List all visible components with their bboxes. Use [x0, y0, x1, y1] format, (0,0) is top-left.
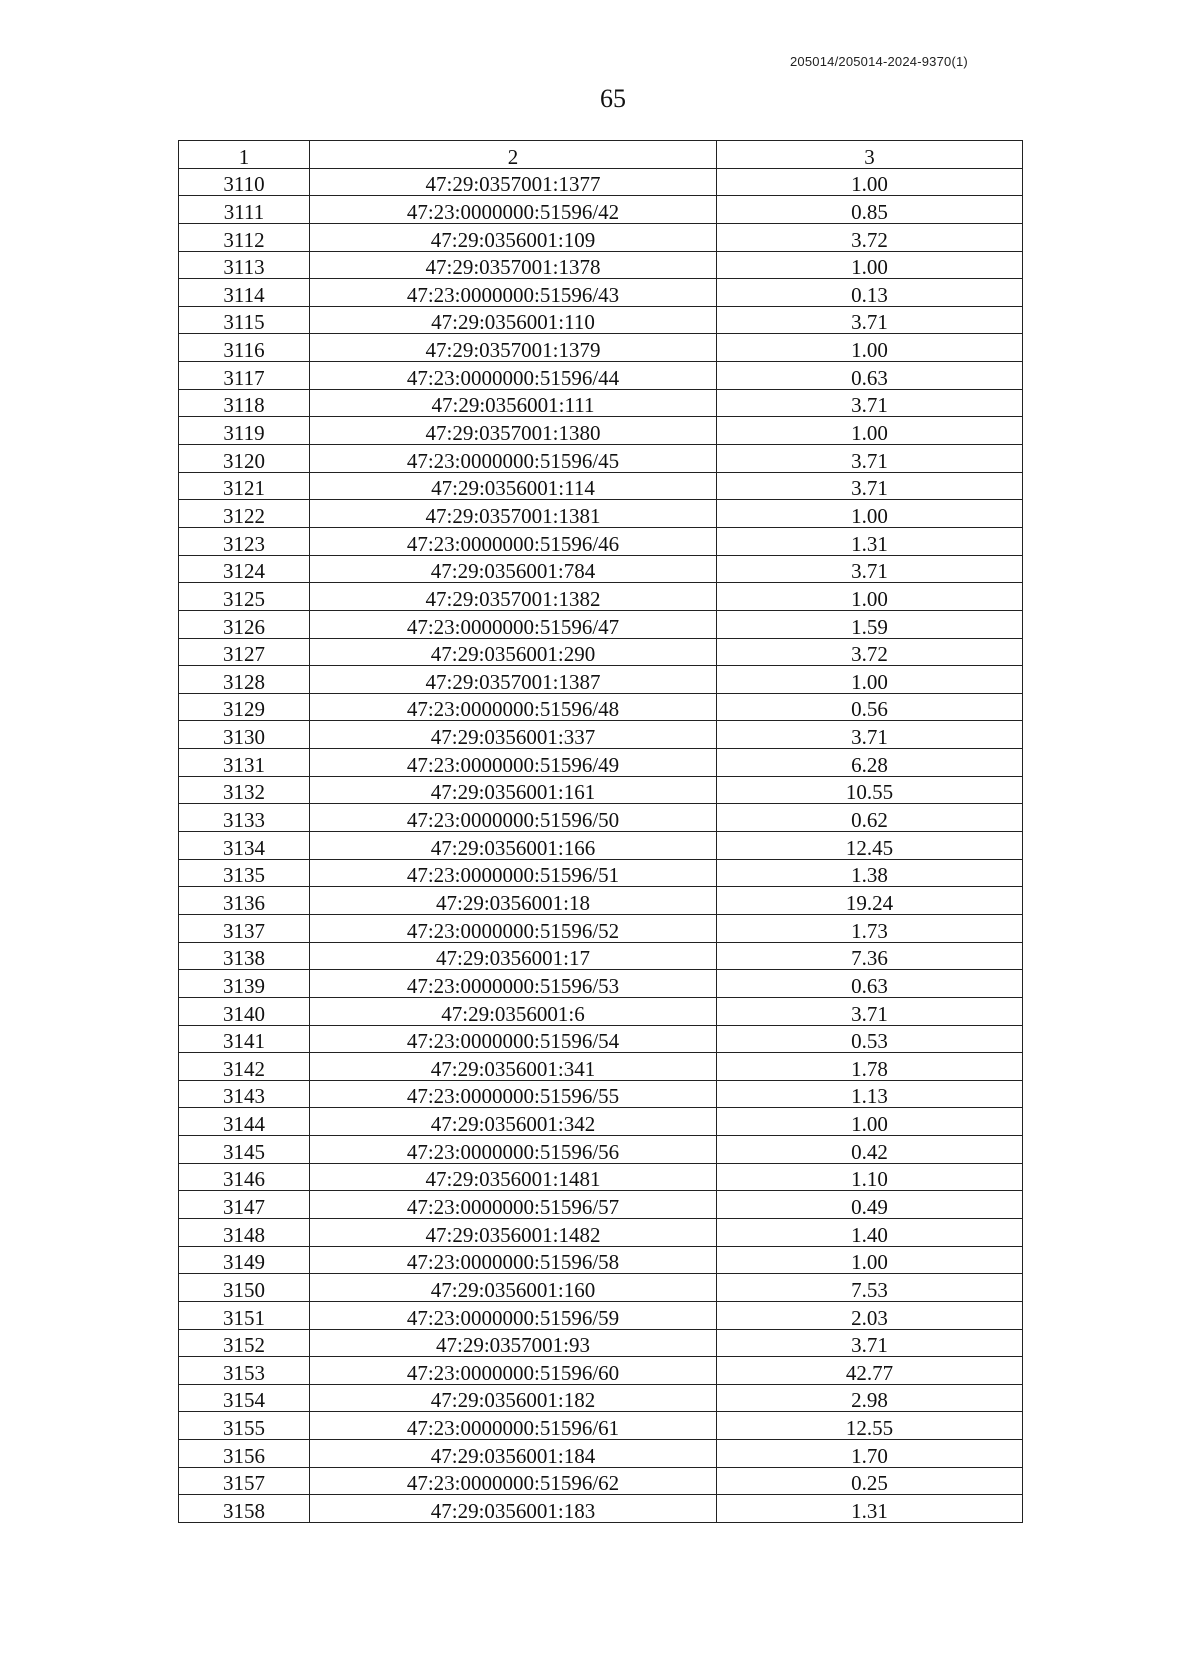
cadastral-number-cell: 47:23:0000000:51596/44: [310, 362, 717, 390]
page-number: 65: [600, 84, 626, 113]
cadastral-number-cell: 47:29:0356001:111: [310, 389, 717, 417]
value-cell: 1.00: [717, 168, 1023, 196]
cadastral-number-cell: 47:29:0356001:1481: [310, 1163, 717, 1191]
cadastral-number-cell: 47:29:0357001:1377: [310, 168, 717, 196]
cadastral-number-cell: 47:23:0000000:51596/52: [310, 914, 717, 942]
header-cell-1: 1: [179, 141, 310, 169]
table-row: [179, 251, 1023, 279]
row-number-cell: 3135: [179, 859, 310, 887]
row-number-cell: 3157: [179, 1467, 310, 1495]
table-row: [179, 500, 1023, 528]
table-row: [179, 306, 1023, 334]
value-cell: 1.70: [717, 1440, 1023, 1468]
row-number-cell: 3147: [179, 1191, 310, 1219]
row-number-cell: 3128: [179, 666, 310, 694]
value-cell: 3.72: [717, 223, 1023, 251]
value-cell: 3.71: [717, 472, 1023, 500]
table-row: [179, 610, 1023, 638]
header-cell-2: 2: [310, 141, 717, 169]
table-row: [179, 417, 1023, 445]
value-cell: 0.63: [717, 362, 1023, 390]
table-row: [179, 1191, 1023, 1219]
row-number-cell: 3145: [179, 1136, 310, 1164]
table-row: [179, 1163, 1023, 1191]
value-cell: 0.62: [717, 804, 1023, 832]
table-row: [179, 804, 1023, 832]
table-row: [179, 1218, 1023, 1246]
value-cell: 1.00: [717, 1108, 1023, 1136]
row-number-cell: 3154: [179, 1384, 310, 1412]
cadastral-number-cell: 47:23:0000000:51596/50: [310, 804, 717, 832]
table-row: [179, 914, 1023, 942]
value-cell: 0.25: [717, 1467, 1023, 1495]
cadastral-number-cell: 47:29:0356001:161: [310, 776, 717, 804]
row-number-cell: 3124: [179, 555, 310, 583]
value-cell: 1.00: [717, 1246, 1023, 1274]
table-row: [179, 666, 1023, 694]
header-row: [179, 141, 1023, 169]
table-row: [179, 997, 1023, 1025]
table-row: [179, 1053, 1023, 1081]
cadastral-number-cell: 47:23:0000000:51596/57: [310, 1191, 717, 1219]
value-cell: 3.71: [717, 1329, 1023, 1357]
table-row: [179, 362, 1023, 390]
table-row: [179, 1108, 1023, 1136]
table-body: [179, 141, 1023, 1523]
table-row: [179, 1329, 1023, 1357]
cadastral-number-cell: 47:29:0356001:1482: [310, 1218, 717, 1246]
row-number-cell: 3119: [179, 417, 310, 445]
row-number-cell: 3138: [179, 942, 310, 970]
table-row: [179, 749, 1023, 777]
value-cell: 1.31: [717, 527, 1023, 555]
value-cell: 12.45: [717, 832, 1023, 860]
value-cell: 12.55: [717, 1412, 1023, 1440]
value-cell: 1.00: [717, 251, 1023, 279]
value-cell: 1.38: [717, 859, 1023, 887]
cadastral-number-cell: 47:29:0356001:109: [310, 223, 717, 251]
cadastral-number-cell: 47:29:0356001:341: [310, 1053, 717, 1081]
value-cell: 1.00: [717, 666, 1023, 694]
row-number-cell: 3115: [179, 306, 310, 334]
row-number-cell: 3152: [179, 1329, 310, 1357]
value-cell: 7.53: [717, 1274, 1023, 1302]
value-cell: 0.42: [717, 1136, 1023, 1164]
cadastral-number-cell: 47:29:0356001:184: [310, 1440, 717, 1468]
table-row: [179, 279, 1023, 307]
value-cell: 0.53: [717, 1025, 1023, 1053]
value-cell: 3.72: [717, 638, 1023, 666]
cadastral-number-cell: 47:23:0000000:51596/58: [310, 1246, 717, 1274]
cadastral-number-cell: 47:29:0356001:6: [310, 997, 717, 1025]
row-number-cell: 3118: [179, 389, 310, 417]
table-row: [179, 638, 1023, 666]
value-cell: 0.85: [717, 196, 1023, 224]
cadastral-number-cell: 47:29:0357001:1387: [310, 666, 717, 694]
cadastral-number-cell: 47:23:0000000:51596/53: [310, 970, 717, 998]
cadastral-number-cell: 47:29:0356001:342: [310, 1108, 717, 1136]
value-cell: 1.00: [717, 500, 1023, 528]
row-number-cell: 3113: [179, 251, 310, 279]
table-row: [179, 859, 1023, 887]
cadastral-number-cell: 47:29:0356001:337: [310, 721, 717, 749]
value-cell: 42.77: [717, 1357, 1023, 1385]
row-number-cell: 3158: [179, 1495, 310, 1523]
value-cell: 1.31: [717, 1495, 1023, 1523]
cadastral-number-cell: 47:29:0356001:17: [310, 942, 717, 970]
row-number-cell: 3131: [179, 749, 310, 777]
header-cell-3: 3: [717, 141, 1023, 169]
table-row: [179, 1274, 1023, 1302]
row-number-cell: 3151: [179, 1301, 310, 1329]
table-row: [179, 445, 1023, 473]
table-row: [179, 1357, 1023, 1385]
table-row: [179, 1080, 1023, 1108]
row-number-cell: 3144: [179, 1108, 310, 1136]
value-cell: 6.28: [717, 749, 1023, 777]
table-row: [179, 334, 1023, 362]
table-row: [179, 1412, 1023, 1440]
value-cell: 0.13: [717, 279, 1023, 307]
table-row: [179, 1136, 1023, 1164]
cadastral-number-cell: 47:23:0000000:51596/51: [310, 859, 717, 887]
row-number-cell: 3123: [179, 527, 310, 555]
row-number-cell: 3110: [179, 168, 310, 196]
table-row: [179, 389, 1023, 417]
parcel-table: [178, 140, 1023, 1523]
cadastral-number-cell: 47:29:0357001:1379: [310, 334, 717, 362]
row-number-cell: 3129: [179, 693, 310, 721]
row-number-cell: 3114: [179, 279, 310, 307]
table-row: [179, 1025, 1023, 1053]
cadastral-number-cell: 47:23:0000000:51596/47: [310, 610, 717, 638]
cadastral-number-cell: 47:29:0356001:784: [310, 555, 717, 583]
row-number-cell: 3112: [179, 223, 310, 251]
cadastral-number-cell: 47:23:0000000:51596/49: [310, 749, 717, 777]
row-number-cell: 3120: [179, 445, 310, 473]
row-number-cell: 3134: [179, 832, 310, 860]
cadastral-number-cell: 47:23:0000000:51596/62: [310, 1467, 717, 1495]
value-cell: 10.55: [717, 776, 1023, 804]
value-cell: 1.13: [717, 1080, 1023, 1108]
row-number-cell: 3111: [179, 196, 310, 224]
table-row: [179, 970, 1023, 998]
row-number-cell: 3130: [179, 721, 310, 749]
cadastral-number-cell: 47:23:0000000:51596/55: [310, 1080, 717, 1108]
row-number-cell: 3140: [179, 997, 310, 1025]
value-cell: 3.71: [717, 721, 1023, 749]
table-row: [179, 1467, 1023, 1495]
cadastral-number-cell: 47:29:0357001:93: [310, 1329, 717, 1357]
cadastral-number-cell: 47:23:0000000:51596/61: [310, 1412, 717, 1440]
table-row: [179, 555, 1023, 583]
row-number-cell: 3122: [179, 500, 310, 528]
value-cell: 2.03: [717, 1301, 1023, 1329]
row-number-cell: 3143: [179, 1080, 310, 1108]
table-row: [179, 1440, 1023, 1468]
cadastral-number-cell: 47:23:0000000:51596/46: [310, 527, 717, 555]
value-cell: 1.78: [717, 1053, 1023, 1081]
row-number-cell: 3116: [179, 334, 310, 362]
cadastral-number-cell: 47:29:0357001:1380: [310, 417, 717, 445]
row-number-cell: 3117: [179, 362, 310, 390]
value-cell: 3.71: [717, 445, 1023, 473]
row-number-cell: 3150: [179, 1274, 310, 1302]
value-cell: 1.59: [717, 610, 1023, 638]
row-number-cell: 3133: [179, 804, 310, 832]
row-number-cell: 3146: [179, 1163, 310, 1191]
table-row: [179, 1301, 1023, 1329]
row-number-cell: 3132: [179, 776, 310, 804]
row-number-cell: 3141: [179, 1025, 310, 1053]
value-cell: 19.24: [717, 887, 1023, 915]
cadastral-number-cell: 47:23:0000000:51596/43: [310, 279, 717, 307]
table-row: [179, 721, 1023, 749]
cadastral-number-cell: 47:23:0000000:51596/54: [310, 1025, 717, 1053]
table-row: [179, 472, 1023, 500]
row-number-cell: 3156: [179, 1440, 310, 1468]
row-number-cell: 3153: [179, 1357, 310, 1385]
value-cell: 1.00: [717, 334, 1023, 362]
table-row: [179, 887, 1023, 915]
value-cell: 1.10: [717, 1163, 1023, 1191]
value-cell: 3.71: [717, 306, 1023, 334]
cadastral-number-cell: 47:29:0357001:1378: [310, 251, 717, 279]
cadastral-number-cell: 47:23:0000000:51596/56: [310, 1136, 717, 1164]
cadastral-number-cell: 47:23:0000000:51596/59: [310, 1301, 717, 1329]
value-cell: 2.98: [717, 1384, 1023, 1412]
cadastral-number-cell: 47:23:0000000:51596/42: [310, 196, 717, 224]
cadastral-number-cell: 47:29:0356001:290: [310, 638, 717, 666]
value-cell: 3.71: [717, 555, 1023, 583]
row-number-cell: 3137: [179, 914, 310, 942]
cadastral-number-cell: 47:23:0000000:51596/48: [310, 693, 717, 721]
value-cell: 3.71: [717, 997, 1023, 1025]
cadastral-number-cell: 47:29:0356001:18: [310, 887, 717, 915]
cadastral-number-cell: 47:29:0356001:110: [310, 306, 717, 334]
table-row: [179, 168, 1023, 196]
row-number-cell: 3155: [179, 1412, 310, 1440]
table-row: [179, 776, 1023, 804]
table-row: [179, 527, 1023, 555]
table-row: [179, 583, 1023, 611]
cadastral-number-cell: 47:29:0356001:160: [310, 1274, 717, 1302]
cadastral-number-cell: 47:23:0000000:51596/45: [310, 445, 717, 473]
value-cell: 1.73: [717, 914, 1023, 942]
table-row: [179, 196, 1023, 224]
row-number-cell: 3125: [179, 583, 310, 611]
table-row: [179, 1384, 1023, 1412]
row-number-cell: 3127: [179, 638, 310, 666]
cadastral-number-cell: 47:29:0357001:1382: [310, 583, 717, 611]
row-number-cell: 3149: [179, 1246, 310, 1274]
row-number-cell: 3121: [179, 472, 310, 500]
table-row: [179, 832, 1023, 860]
cadastral-number-cell: 47:29:0356001:166: [310, 832, 717, 860]
row-number-cell: 3142: [179, 1053, 310, 1081]
table-row: [179, 942, 1023, 970]
value-cell: 1.00: [717, 583, 1023, 611]
table-row: [179, 1495, 1023, 1523]
value-cell: 0.49: [717, 1191, 1023, 1219]
value-cell: 1.40: [717, 1218, 1023, 1246]
row-number-cell: 3148: [179, 1218, 310, 1246]
cadastral-number-cell: 47:23:0000000:51596/60: [310, 1357, 717, 1385]
row-number-cell: 3136: [179, 887, 310, 915]
value-cell: 1.00: [717, 417, 1023, 445]
cadastral-number-cell: 47:29:0357001:1381: [310, 500, 717, 528]
value-cell: 3.71: [717, 389, 1023, 417]
cadastral-number-cell: 47:29:0356001:114: [310, 472, 717, 500]
row-number-cell: 3126: [179, 610, 310, 638]
value-cell: 0.63: [717, 970, 1023, 998]
cadastral-number-cell: 47:29:0356001:182: [310, 1384, 717, 1412]
table-row: [179, 223, 1023, 251]
cadastral-number-cell: 47:29:0356001:183: [310, 1495, 717, 1523]
row-number-cell: 3139: [179, 970, 310, 998]
table-row: [179, 1246, 1023, 1274]
value-cell: 7.36: [717, 942, 1023, 970]
table-row: [179, 693, 1023, 721]
document-id: 205014/205014-2024-9370(1): [790, 54, 968, 69]
value-cell: 0.56: [717, 693, 1023, 721]
